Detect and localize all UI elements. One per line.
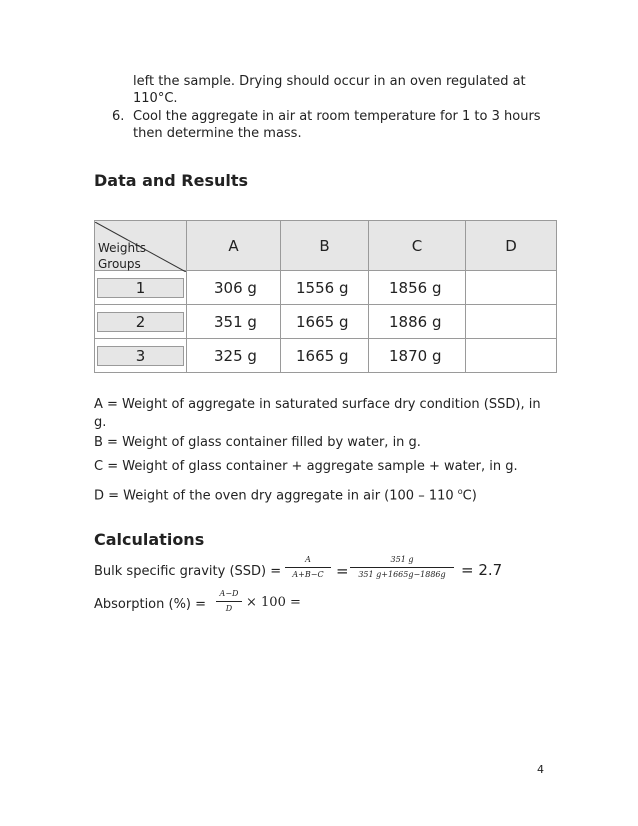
definition-a-line2: g.	[94, 415, 107, 430]
value-cell-a: 325 g	[187, 339, 281, 373]
column-header-a: A	[187, 221, 281, 271]
definition-d: D = Weight of the oven dry aggregate in air (100 – 110 $^o$C)	[94, 487, 477, 504]
definition-c: C = Weight of glass container + aggregate sample + water, in g.	[94, 459, 518, 474]
calculations-heading: Calculations	[94, 530, 205, 549]
value-cell-c: 1870 g	[369, 339, 466, 373]
value-cell-c: 1886 g	[369, 305, 466, 339]
absorption-fraction: A−D D	[216, 589, 242, 614]
value-cell-d	[466, 305, 557, 339]
value-cell-a: 306 g	[187, 271, 281, 305]
table-row	[95, 305, 557, 339]
corner-header-cell	[95, 221, 187, 271]
step5-text-line1: left the sample. Drying should occur in an oven regulated at	[133, 74, 526, 89]
group-cell: 2	[95, 305, 187, 339]
value-cell-c: 1856 g	[369, 271, 466, 305]
bulk-gravity-label: Bulk specific gravity (SSD) =	[94, 564, 282, 579]
step6-text-line1: Cool the aggregate in air at room temperature for 1 to 3 hours	[133, 109, 541, 124]
column-header-c: C	[369, 221, 466, 271]
page-number: 4	[537, 763, 544, 776]
group-cell: 3	[95, 339, 187, 373]
results-table	[94, 220, 557, 373]
column-header-b: B	[281, 221, 369, 271]
value-cell-d	[466, 339, 557, 373]
column-header-d: D	[466, 221, 557, 271]
value-cell-b: 1665 g	[281, 305, 369, 339]
bulk-fraction-numeric: 351 g 351 g+1665g−1886g	[350, 555, 454, 580]
step6-number: 6.	[112, 109, 125, 124]
value-cell-b: 1556 g	[281, 271, 369, 305]
bulk-result: = 2.7	[461, 561, 503, 579]
definition-b: B = Weight of glass container filled by water, in g.	[94, 435, 421, 450]
table-row	[95, 339, 557, 373]
equals-sign: =	[336, 562, 349, 580]
table-header-row	[95, 221, 557, 271]
absorption-label: Absorption (%) =	[94, 597, 207, 612]
value-cell-a: 351 g	[187, 305, 281, 339]
step5-text-line2: 110°C.	[133, 91, 178, 106]
groups-label: Groups	[98, 256, 141, 271]
bulk-fraction-symbolic: A A+B−C	[285, 555, 331, 580]
step6-text-line2: then determine the mass.	[133, 126, 302, 141]
group-cell: 1	[95, 271, 187, 305]
definition-a-line1: A = Weight of aggregate in saturated surface dry condition (SSD), in	[94, 397, 541, 412]
weights-label: Weights	[98, 240, 147, 255]
table-row	[95, 271, 557, 305]
data-results-heading: Data and Results	[94, 171, 249, 190]
absorption-multiplier: × 100 =	[246, 595, 301, 610]
value-cell-d	[466, 271, 557, 305]
value-cell-b: 1665 g	[281, 339, 369, 373]
